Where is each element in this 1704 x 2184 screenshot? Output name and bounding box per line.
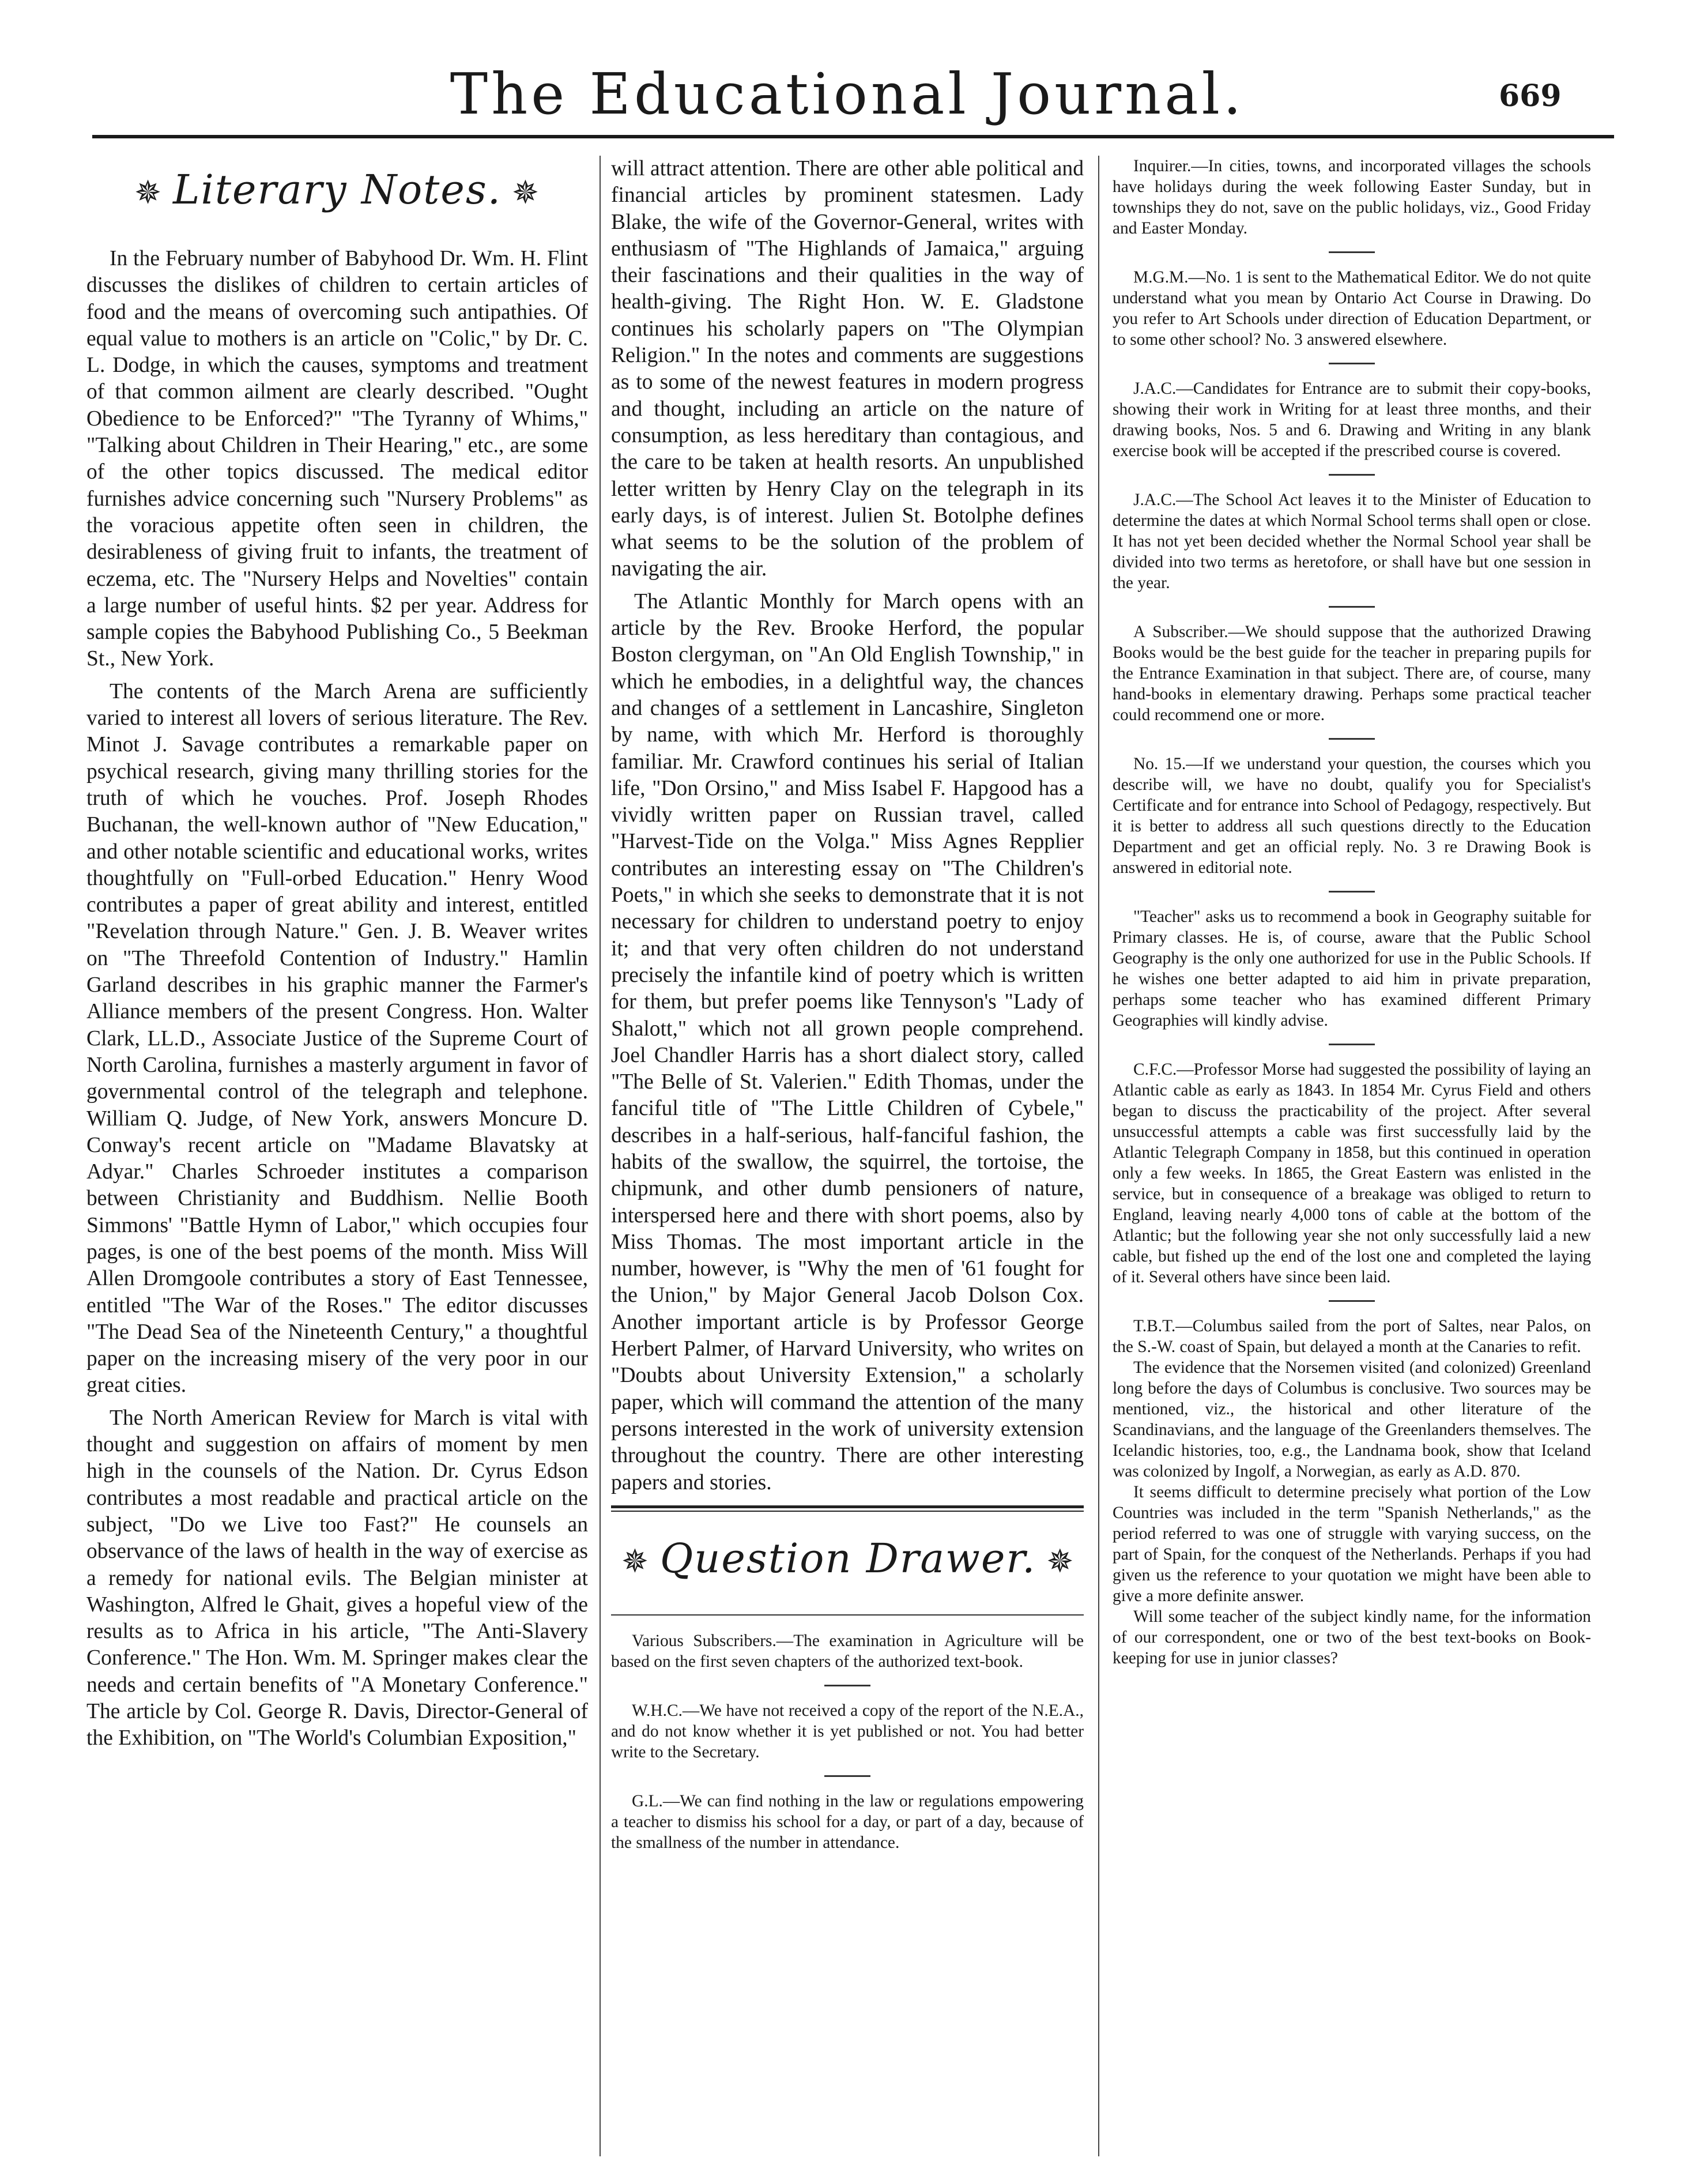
question-answer: Will some teacher of the subject kindly name, for the information of our correspondent, one or two of the best text-books on Book-keeping for use in junior classes?: [1113, 1607, 1591, 1667]
page-number: 669: [1499, 78, 1562, 114]
question-answer: G.L.—We can find nothing in the law or regulations empowering a teacher to dismiss his school for a day, or part of a day, because of the smallness of the number in attendance.: [611, 1791, 1084, 1852]
answer-separator: [1329, 474, 1375, 476]
answer-separator: [1329, 738, 1375, 740]
question-answer: W.H.C.—We have not received a copy of the report of the N.E.A., and do not know whether it is yet published or not. You had better write to the Secretary.: [611, 1701, 1084, 1761]
section-rule: [611, 1505, 1084, 1512]
question-answer: M.G.M.—No. 1 is sent to the Mathematical Editor. We do not quite understand what you mean by Ontario Act Course in Drawing. Do you refer to Art Schools under direction of Education Department, or to some other school? No. 3 answered elsewhere.: [1113, 268, 1591, 349]
question-answer: T.B.T.—Columbus sailed from the port of Saltes, near Palos, on the S.-W. coast of Spain, but delayed a month at the Canaries to refit.: [1113, 1317, 1591, 1356]
column-2: [611, 156, 1084, 2162]
question-drawer-title: Question Drawer.: [659, 1534, 1036, 1582]
answer-separator: [1329, 891, 1375, 893]
answer-separator: [1329, 606, 1375, 608]
column-3: [1113, 156, 1591, 2162]
answer-separator: [1329, 1044, 1375, 1045]
asterisk-ornament-icon: ✵: [1046, 1542, 1075, 1580]
question-answer: Various Subscribers.—The examination in Agriculture will be based on the first seven chapters of the authorized text-book.: [611, 1631, 1084, 1671]
question-answer: A Subscriber.—We should suppose that the authorized Drawing Books would be the best guide for the teacher in preparing pupils for the Entrance Examination in that subject. There are, of course, many hand-books in elementary drawing. Perhaps some practical teacher could recommend one or more.: [1113, 623, 1591, 724]
literary-notes-heading: [86, 166, 588, 213]
column-divider-1: [600, 156, 601, 2156]
asterisk-ornament-icon: ✵: [134, 174, 163, 212]
column-1: [86, 156, 588, 2162]
column-divider-2: [1098, 156, 1099, 2156]
answer-separator: [1329, 251, 1375, 253]
heading-underline: [611, 1614, 1084, 1616]
question-answer: No. 15.—If we understand your question, the courses which you describe will, we have no doubt, qualify you for Specialist's Certificate and for entrance into School of Pedagogy, respectively. But it is better to address all such questions directly to the Education Department and get an official reply. No. 3 re Drawing Book is answered in editorial note.: [1113, 755, 1591, 877]
asterisk-ornament-icon: ✵: [621, 1542, 650, 1580]
review-continued-paragraph: will attract attention. There are other able political and financial articles by prominent statesmen. Lady Blake, the wife of the Governor-General, writes with enthusiasm of "The Highlands of Jamaica," arguing their fascinations and their qualities in the way of health-giving. The Right Hon. W. E. Gladstone continues his scholarly papers on "The Olympian Religion." In the notes and comments are suggestions as to some of the newest features in modern progress and thought, including an article on the nature of consumption, as less hereditary than contagious, and the care to be taken at health resorts. An unpublished letter written by Henry Clay on the telegraph in its early days, is of interest. Julien St. Botolphe defines what seems to be the solution of the problem of navigating the air.: [611, 157, 1084, 581]
masthead-rule: [92, 135, 1614, 138]
answer-separator: [824, 1685, 870, 1686]
atlantic-monthly-paragraph: The Atlantic Monthly for March opens with an article by the Rev. Brooke Herford, the popular Boston clergyman, on "An Old English Township," in which he embodies, in a delightful way, the chances and changes of a settlement in Lancashire, Singleton by name, with which Mr. Herford is thoroughly familiar. Mr. Crawford continues his serial of Italian life, "Don Orsino," and Miss Isabel F. Hapgood has a vividly written paper on Russian travel, called "Harvest-Tide on the Volga." Miss Agnes Repplier contributes an interesting essay on "The Children's Poets," in which she seeks to demonstrate that it is not necessary for children to understand poetry to enjoy it; and that very often children do not understand precisely the infantile kind of poetry which is written for them, but prefer poems like Tennyson's "Lady of Shalott," which not all grown people comprehend. Joel Chandler Harris has a short dialect story, called "The Belle of St. Valerien." Edith Thomas, under the fanciful title of "The Little Children of Cybele," describes in a half-serious, half-fanciful fashion, the habits of the swallow, the squirrel, the tortoise, the chipmunk, and other dumb pensioners of nature, interspersed here and there with short poems, also by Miss Thomas. The most important article in the number, however, is "Why the men of '61 fought for the Union," by Major General Jacob Dolson Cox. Another important article is by Professor George Herbert Palmer, of Harvard University, who writes on "Doubts about University Extension," a scholarly paper, which will command the attention of the many persons interested in the work of university extension throughout the country. There are other interesting papers and stories.: [611, 589, 1084, 1494]
question-answer: J.A.C.—The School Act leaves it to the Minister of Education to determine the dates at which Normal School terms shall open or close. It has not yet been decided whether the Normal School year shall be divided into two terms as heretofore, or shall have but one session in the year.: [1113, 491, 1591, 592]
answer-separator: [1329, 363, 1375, 364]
answer-separator: [1329, 1300, 1375, 1302]
question-answer: "Teacher" asks us to recommend a book in Geography suitable for Primary classes. He is, of course, aware that the Public School Geography is the only one authorized for use in the Public Schools. If he wishes one better adapted to aid him in private preparation, perhaps some teacher who has examined different Primary Geographies will kindly advise.: [1113, 908, 1591, 1030]
question-answer: C.F.C.—Professor Morse had suggested the possibility of laying an Atlantic cable as early as 1843. In 1854 Mr. Cyrus Field and others began to discuss the practicability of the project. After several unsuccessful attempts a cable was first successfully laid by the Atlantic Telegraph Company in 1858, but this continued in operation only a few weeks. In 1865, the Great Eastern was enlisted in the service, but in consequence of a breakage was obliged to return to England, leaving nearly 4,000 tons of cable at the bottom of the Atlantic; but the following year she not only successfully laid a new cable, but fished up the end of the lost one and completed the laying of it. Several others have since been laid.: [1113, 1060, 1591, 1286]
question-answer: It seems difficult to determine precisely what portion of the Low Countries was included in the term "Spanish Netherlands," as the period referred to was one of struggle with varying success, on the part of Spain, for the conquest of the Netherlands. Perhaps if you had given us the reference to your quotation we might have been able to give a more definite answer.: [1113, 1483, 1591, 1605]
journal-title: The Educational Journal.: [450, 62, 1245, 127]
north-american-review-paragraph: The North American Review for March is vital with thought and suggestion on affairs of moment by men high in the counsels of the Nation. Dr. Cyrus Edson contributes a most readable and practical article on the subject, "Do we Live too Fast?" He counsels an observance of the laws of health in the way of exercise as a remedy for national evils. The Belgian minister at Washington, Alfred le Ghait, gives a hopeful view of the results as to Africa in his article, "The Anti-Slavery Conference." The Hon. Wm. M. Springer makes clear the needs and certain benefits of "A Monetary Conference." The article by Col. George R. Davis, Director-General of the Exhibition, on "The World's Columbian Exposition,": [86, 1406, 588, 1750]
arena-paragraph: The contents of the March Arena are sufficiently varied to interest all lovers of serious literature. The Rev. Minot J. Savage contributes a remarkable paper on psychical research, giving many thrilling stories for the truth of which he vouches. Prof. Joseph Rhodes Buchanan, the well-known author of "New Education," and other notable scientific and educational works, writes thoughtfully on "Full-orbed Education." Henry Wood contributes a paper of great ability and interest, entitled "Revelation through Nature." Gen. J. B. Weaver writes on "The Threefold Contention of Industry." Hamlin Garland describes in his graphic manner the Farmer's Alliance members of the present Congress. Hon. Walter Clark, LL.D., Associate Justice of the Supreme Court of North Carolina, furnishes a masterly argument in favor of governmental control of the telegraph and telephone. William Q. Judge, of New York, answers Moncure D. Conway's recent article on "Madame Blavatsky at Adyar." Charles Schroeder institutes a comparison between Christianity and Buddhism. Nellie Booth Simmons' "Battle Hymn of Labor," which occupies four pages, is one of the best poems of the month. Miss Will Allen Dromgoole contributes a story of East Tennessee, entitled "The War of the Roses." The editor discusses "The Dead Sea of the Nineteenth Century," a thoughtful paper on the increasing misery of the very poor in our great cities.: [86, 679, 588, 1398]
masthead: [92, 60, 1603, 129]
question-answer: The evidence that the Norsemen visited (and colonized) Greenland long before the days of Columbus is conclusive. Two sources may be mentioned, viz., the historical and other literature of the Scandinavians, and the language of the Greenlanders themselves. The Icelandic histories, too, e.g., the Landnama book, show that Iceland was colonized by Ingolf, a Norwegian, as early as A.D. 870.: [1113, 1358, 1591, 1481]
asterisk-ornament-icon: ✵: [512, 174, 540, 212]
question-drawer-heading: [611, 1535, 1084, 1582]
literary-notes-title: Literary Notes.: [172, 166, 502, 213]
babyhood-paragraph: In the February number of Babyhood Dr. Wm. H. Flint discusses the dislikes of children to certain articles of food and the means of overcoming such antipathies. Of equal value to mothers is an article on "Colic," by Dr. C. L. Dodge, in which the causes, symptoms and treatment of that common ailment are clearly described. "Ought Obedience to be Enforced?" "The Tyranny of Whims," "Talking about Children in Their Hearing," etc., are some of the other topics discussed. The medical editor furnishes advice concerning such "Nursery Problems" as the voracious appetite often seen in children, the desirableness of giving fruit to infants, the treatment of eczema, etc. The "Nursery Helps and Novelties" contain a large number of useful hints. $2 per year. Address for sample copies the Babyhood Publishing Co., 5 Beekman St., New York.: [86, 247, 588, 671]
question-answer: J.A.C.—Candidates for Entrance are to submit their copy-books, showing their work in Writing for at least three months, and their drawing books, Nos. 5 and 6. Drawing and Writing in any blank exercise book will be accepted if the prescribed course is covered.: [1113, 379, 1591, 460]
answer-separator: [824, 1775, 870, 1777]
question-answer: Inquirer.—In cities, towns, and incorporated villages the schools have holidays during the week following Easter Sunday, but in townships they do not, save on the public holidays, viz., Good Friday and Easter Monday.: [1113, 157, 1591, 238]
